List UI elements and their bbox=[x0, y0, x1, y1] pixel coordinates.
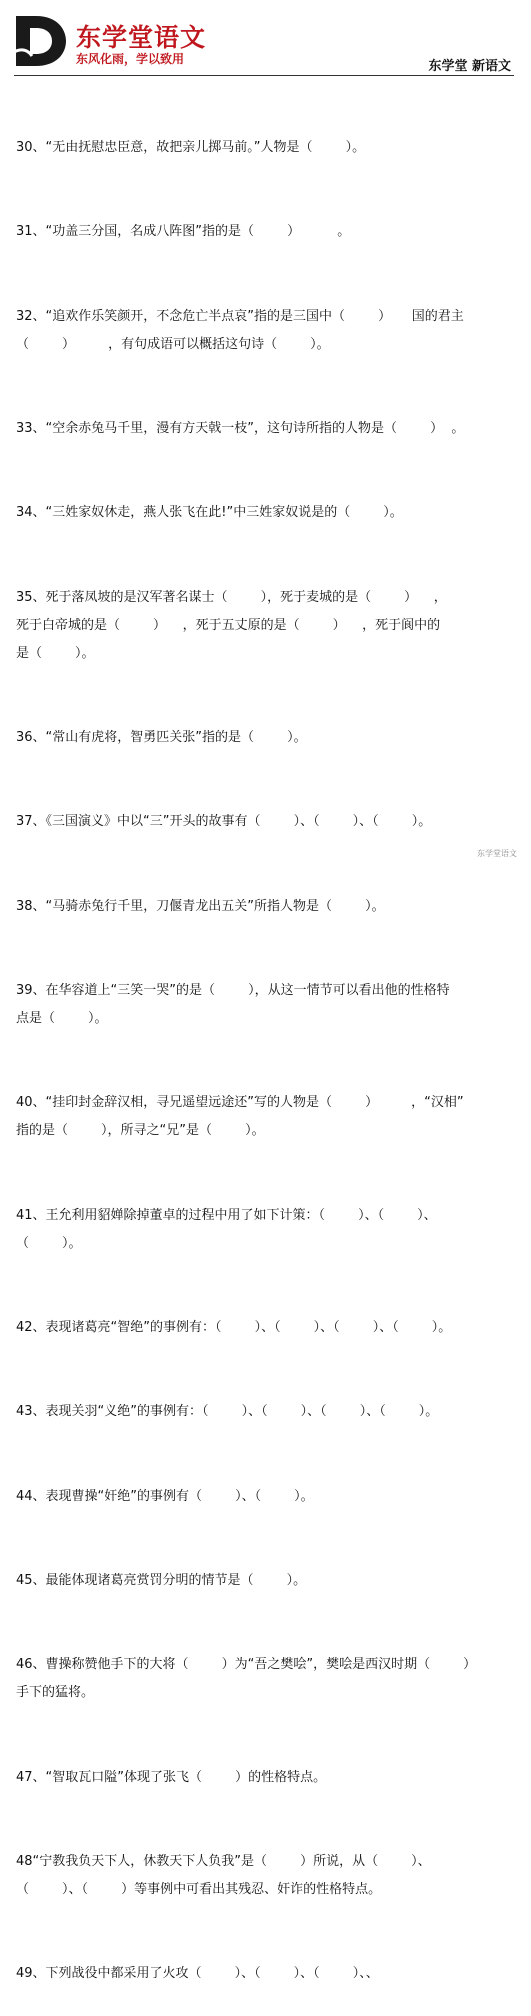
question-33: 33、“空余赤兔马千里，漫有方天戟一枝”，这句诗所指的人物是（ ） 。 bbox=[16, 421, 465, 437]
question-42: 42、表现诸葛亮“智绝”的事例有：（ ）、（ ）、（ ）、（ ）。 bbox=[16, 1320, 452, 1336]
page-footer: 东学堂语文 bbox=[477, 849, 517, 858]
question-47: 47、“智取瓦口隘”体现了张飞（ ）的性格特点。 bbox=[16, 1769, 327, 1785]
question-32: 32、“追欢作乐笑颜开，不念危亡半点哀”指的是三国中（ ） 国的君主 （ ） ，有句成语可以概括这句诗（ ）。 bbox=[16, 308, 464, 352]
question-39: 39、在华容道上“三笑一哭”的是（ ），从这一情节可以看出他的性格特 点是（ ）。 bbox=[16, 983, 450, 1027]
question-list bbox=[16, 78, 518, 2016]
brand-name: 东学堂语文 bbox=[76, 23, 207, 52]
question-43: 43、表现关羽“义绝”的事例有：（ ）、（ ）、（ ）、（ ）。 bbox=[16, 1404, 439, 1420]
question-44: 44、表现曹操“奸绝”的事例有（ ）、（ ）。 bbox=[16, 1488, 314, 1504]
question-36: 36、“常山有虎将，智勇匹关张”指的是（ ）。 bbox=[16, 730, 307, 746]
question-37: 37、《三国演义》中以“三”开头的故事有（ ）、（ ）、（ ）。 bbox=[16, 814, 432, 830]
series-title: 东学堂 新语文 bbox=[428, 59, 511, 74]
question-49: 49、下列战役中都采用了火攻（ ）、（ ）、（ ）、、 bbox=[16, 1966, 379, 1982]
logo-d-icon bbox=[12, 12, 68, 70]
brand-slogan: 东风化雨，学以致用 bbox=[76, 52, 185, 66]
question-40: 40、“挂印封金辞汉相，寻兄遥望远途还”写的人物是（ ） ，“汉相” 指的是（ ），所寻之“兄”是（ ）。 bbox=[16, 1095, 464, 1139]
page-header bbox=[0, 0, 531, 76]
question-46: 46、曹操称赞他手下的大将（ ）为“吾之樊哙”，樊哙是西汉时期（ ） 手下的猛将。 bbox=[16, 1657, 477, 1701]
question-48: 48“宁教我负天下人，休教天下人负我”是（ ）所说，从（ ）、 （ ）、（ ）等事例中可看出其残忍、奸诈的性格特点。 bbox=[16, 1853, 431, 1897]
question-45: 45、最能体现诸葛亮赏罚分明的情节是（ ）。 bbox=[16, 1572, 307, 1588]
header-divider bbox=[14, 75, 514, 76]
question-31: 31、“功盖三分国，名成八阵图”指的是（ ） 。 bbox=[16, 224, 351, 240]
question-30: 30、“无由抚慰忠臣意，故把亲儿掷马前。”人物是（ ）。 bbox=[16, 140, 366, 156]
question-34: 34、“三姓家奴休走，燕人张飞在此!”中三姓家奴说是的（ ）。 bbox=[16, 505, 403, 521]
question-38: 38、“马骑赤兔行千里，刀偃青龙出五关”所指人物是（ ）。 bbox=[16, 898, 385, 914]
question-41: 41、王允利用貂婵除掉董卓的过程中用了如下计策：（ ）、（ ）、 （ ）。 bbox=[16, 1207, 437, 1251]
question-35: 35、死于落凤坡的是汉军著名谋士（ ），死于麦城的是（ ） ， 死于白帝城的是（ ） ，死于五丈原的是（ ） ，死于阆中的 是（ ）。 bbox=[16, 589, 447, 661]
